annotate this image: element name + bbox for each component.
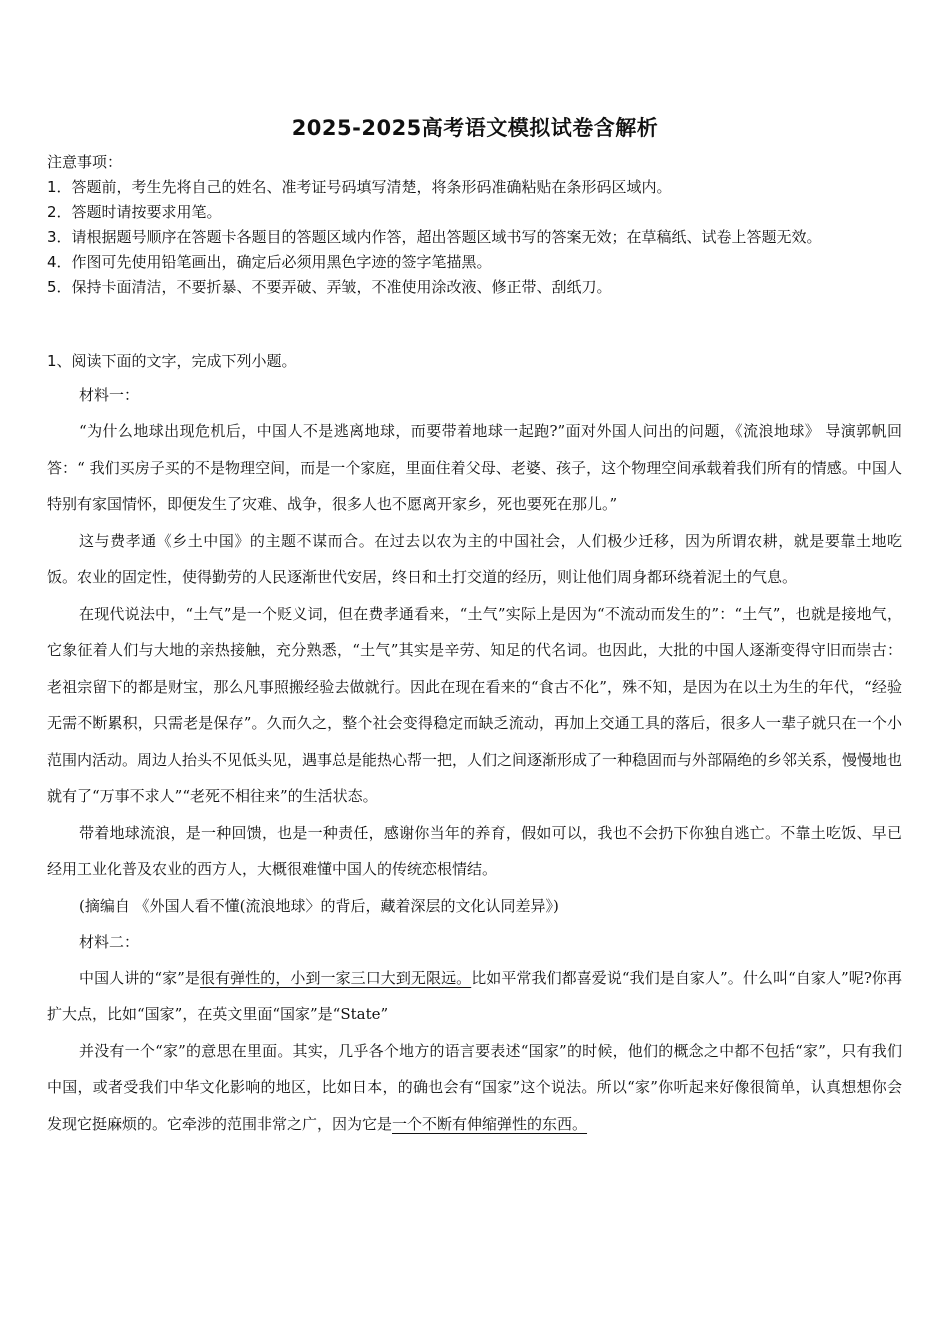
question-heading: 1、阅读下面的文字，完成下列小题。 (47, 352, 297, 370)
underlined-text: 一个不断有伸缩弹性的东西。 (392, 1114, 588, 1133)
text-run: 并没有一个“家”的意思在里面。其实，几乎各个地方的语言要表述“国家”的时候，他们的概念之中都不包括“家”，只有我们中国，或者受我们中华文化影响的地区，比如日本，的确也会有“国家”这个说法。所以“家”你听起来好像很简单，认真想想你会发现它挺麻烦的。它牵涉的范围非常之广，因为它是 (47, 1041, 902, 1133)
notice-item: 2．答题时请按要求用笔。 (47, 203, 222, 221)
reading-passage (47, 377, 902, 1142)
text-run: 比如平常我们都喜爱说“我们是自家人”。什么叫“自家人”呢?你再扩大点，比如“国家”，在英文里面“国家”是“State” (47, 968, 903, 1023)
notice-item: 5．保持卡面清洁，不要折暴、不要弄破、弄皱，不准使用涂改液、修正带、刮纸刀。 (47, 278, 612, 296)
material-two-paragraph (47, 960, 902, 1033)
text-run: 中国人讲的“家”是 (79, 968, 200, 987)
material-one-paragraph: “为什么地球出现危机后，中国人不是逃离地球，而要带着地球一起跑?”面对外国人问出的问题，《流浪地球》 导演郭帆回答：“ 我们买房子买的不是物理空间，而是一个家庭，里面住着父母、老婆、孩子，这个物理空间承载着我们所有的情感。中国人特别有家国情怀，即便发生了灾难、战争，很多人也不愿离开家乡，死也要死在那儿。” (47, 422, 902, 513)
notice-item: 4．作图可先使用铅笔画出，确定后必须用黑色字迹的签字笔描黑。 (47, 253, 492, 271)
material-two-paragraph (47, 1033, 902, 1143)
notice-section (47, 150, 917, 300)
material-one-paragraph: 这与费孝通《乡土中国》的主题不谋而合。在过去以农为主的中国社会，人们极少迁移，因为所谓农耕，就是要靠土地吃饭。农业的固定性，使得勤劳的人民逐渐世代安居，终日和土打交道的经历，则让他们周身都环绕着泥土的气息。 (47, 531, 902, 586)
material-one-source: (摘编自 《外国人看不懂(流浪地球〉的背后，藏着深层的文化认同差异》) (79, 896, 559, 915)
material-one-paragraph: 带着地球流浪，是一种回馈，也是一种责任，感谢你当年的养育，假如可以，我也不会扔下你独自逃亡。不靠土吃饭、早已经用工业化普及农业的西方人，大概很难懂中国人的传统恋根情结。 (47, 823, 902, 878)
notice-item: 1．答题前，考生先将自己的姓名、准考证号码填写清楚，将条形码准确粘贴在条形码区域内。 (47, 178, 672, 196)
material-two-label: 材料二： (79, 932, 140, 951)
page-title: 2025-2025高考语文模拟试卷含解析 (291, 116, 659, 140)
material-one-label: 材料一： (79, 386, 140, 404)
material-one-paragraph: 在现代说法中，“土气”是一个贬义词，但在费孝通看来，“土气”实际上是因为“不流动而发生的”：“土气”，也就是接地气，它象征着人们与大地的亲热接触，充分熟悉，“土气”其实是辛劳、知足的代名词。也因此，大批的中国人逐渐变得守旧而崇古：老祖宗留下的都是财宝，那么凡事照搬经验去做就行。因此在现在看来的“食古不化”，殊不知，是因为在以土为生的年代，“经验无需不断累积，只需老是保存”。久而久之，整个社会变得稳定而缺乏流动，再加上交通工具的落后，很多人一辈子就只在一个小范围内活动。周边人抬头不见低头见，遇事总是能热心帮一把，人们之间逐渐形成了一种稳固而与外部隔绝的乡邻关系，慢慢地也就有了“万事不求人”“老死不相往来”的生活状态。 (47, 604, 903, 805)
notice-heading: 注意事项： (47, 153, 123, 171)
notice-item: 3．请根据题号顺序在答题卡各题目的答题区域内作答，超出答题区域书写的答案无效；在草稿纸、试卷上答题无效。 (47, 228, 822, 246)
underlined-text: 很有弹性的，小到一家三口大到无限远。 (199, 968, 472, 987)
